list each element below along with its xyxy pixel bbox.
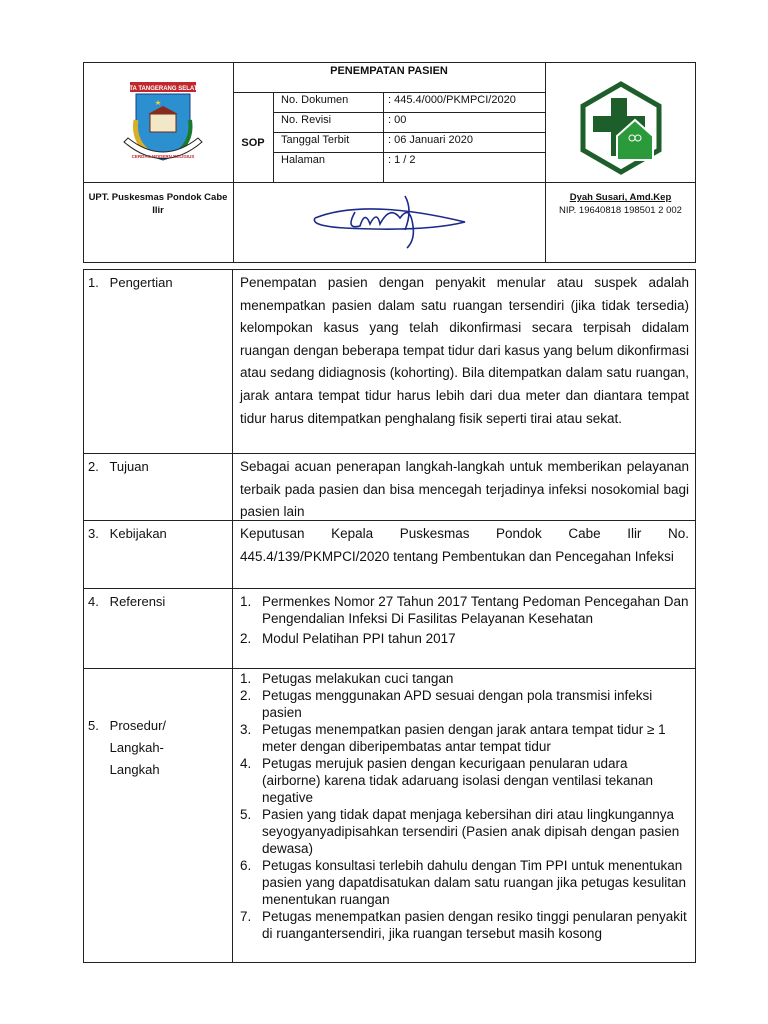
signer-nip: NIP. 19640818 198501 2 002 (559, 205, 682, 216)
list-item: 4. Petugas merujuk pasien dengan kecurigaan penularan udara (airborne) karena tidak adaruang isolasi dengan ventilasi tekanan negative (240, 756, 653, 805)
list-item: 1. Permenkes Nomor 27 Tahun 2017 Tentang Pedoman Pencegahan Dan Pengendalian Infeksi Di Fasilitas Pelayanan Kesehatan (240, 594, 689, 626)
section-label: 5. Prosedur/ Langkah- Langkah (84, 669, 233, 963)
list-item: 5. Pasien yang tidak dapat menjaga kebersihan diri atau lingkungannya seyogyanyadipisahkan tersendiri (Pasien anak dipisah dengan pasien dewasa) (240, 807, 680, 856)
reference-list (240, 593, 689, 647)
section-label: 1. Pengertian (84, 270, 233, 453)
svg-text:CERDAS MODERN RELIGIUS: CERDAS MODERN RELIGIUS (131, 154, 195, 159)
section-tujuan (84, 453, 695, 520)
field-value: : 06 Januari 2020 (388, 134, 474, 146)
field-value: : 00 (388, 114, 407, 126)
institution-name: UPT. Puskesmas Pondok Cabe Ilir (88, 192, 228, 216)
list-item: 2. Petugas menggunakan APD sesuai dengan pola transmisi infeksi pasien (240, 688, 653, 720)
field-value: : 1 / 2 (388, 154, 416, 166)
section-pengertian (84, 270, 695, 453)
list-item: 7. Petugas menempatkan pasien dengan resiko tinggi penularan penyakit di ruangantersendiri, jika ruangan tersebut masih kosong (240, 909, 687, 941)
svg-text:KOTA TANGERANG SELATAN: KOTA TANGERANG SELATAN (120, 86, 206, 92)
section-text: Penempatan pasien dengan penyakit menular atau suspek adalah menempatkan pasien dalam satu ruangan tersendiri (jika tidak tersedia) kelompokan kasus yang telah dikonfirmasi secara terpisah didalam ruangan dengan beberapa tempat tidur dari kasus yang belum dikonfirmasi atau sedang didiagnosis (kohorting). Bila ditempatkan dalam satu ruangan, jarak antara tempat tidur harus lebih dari dua meter dan diantara tempat tidur harus ditempatkan penghalang fisik seperti tirai atau sekat. (240, 275, 689, 426)
field-label: No. Dokumen (281, 94, 349, 106)
city-logo (118, 80, 208, 175)
section-text: Keputusan Kepala Puskesmas Pondok Cabe Ilir No. 445.4/139/PKMPCI/2020 tentang Pembentukan dan Pencegahan Infeksi (240, 526, 689, 564)
section-text: Sebagai acuan penerapan langkah-langkah untuk memberikan pelayanan terbaik pada pasien dan bisa mencegah terjadinya infeksi nosokomial bagi pasien lain (240, 459, 689, 520)
field-label: Halaman (281, 154, 326, 166)
field-value: : 445.4/000/PKMPCI/2020 (388, 94, 516, 106)
section-label: 4. Referensi (84, 589, 233, 668)
field-label: Tanggal Terbit (281, 134, 350, 146)
document-title: PENEMPATAN PASIEN (330, 65, 448, 77)
section-label: 2. Tujuan (84, 454, 233, 520)
sop-label: SOP (241, 137, 265, 149)
list-item: 1. Petugas melakukan cuci tangan (240, 671, 454, 686)
section-prosedur (84, 668, 695, 963)
puskesmas-logo (573, 80, 669, 181)
list-item: 3. Petugas menempatkan pasien dengan jarak antara tempat tidur ≥ 1 meter dengan diberipembatas antar tempat tidur (240, 722, 666, 754)
section-label: 3. Kebijakan (84, 521, 233, 588)
sop-content-table (83, 269, 696, 963)
procedure-list (240, 670, 689, 942)
field-label: No. Revisi (281, 114, 332, 126)
signature (305, 190, 475, 255)
list-item: 2. Modul Pelatihan PPI tahun 2017 (240, 631, 456, 646)
section-kebijakan (84, 520, 695, 588)
list-item: 6. Petugas konsultasi terlebih dahulu dengan Tim PPI untuk menentukan pasien yang dapatdisatukan dalam satu ruangan jika petugas kesulitan menentukan ruangan (240, 858, 687, 907)
signer-name: Dyah Susari, Amd.Kep (569, 192, 672, 203)
section-referensi (84, 588, 695, 668)
